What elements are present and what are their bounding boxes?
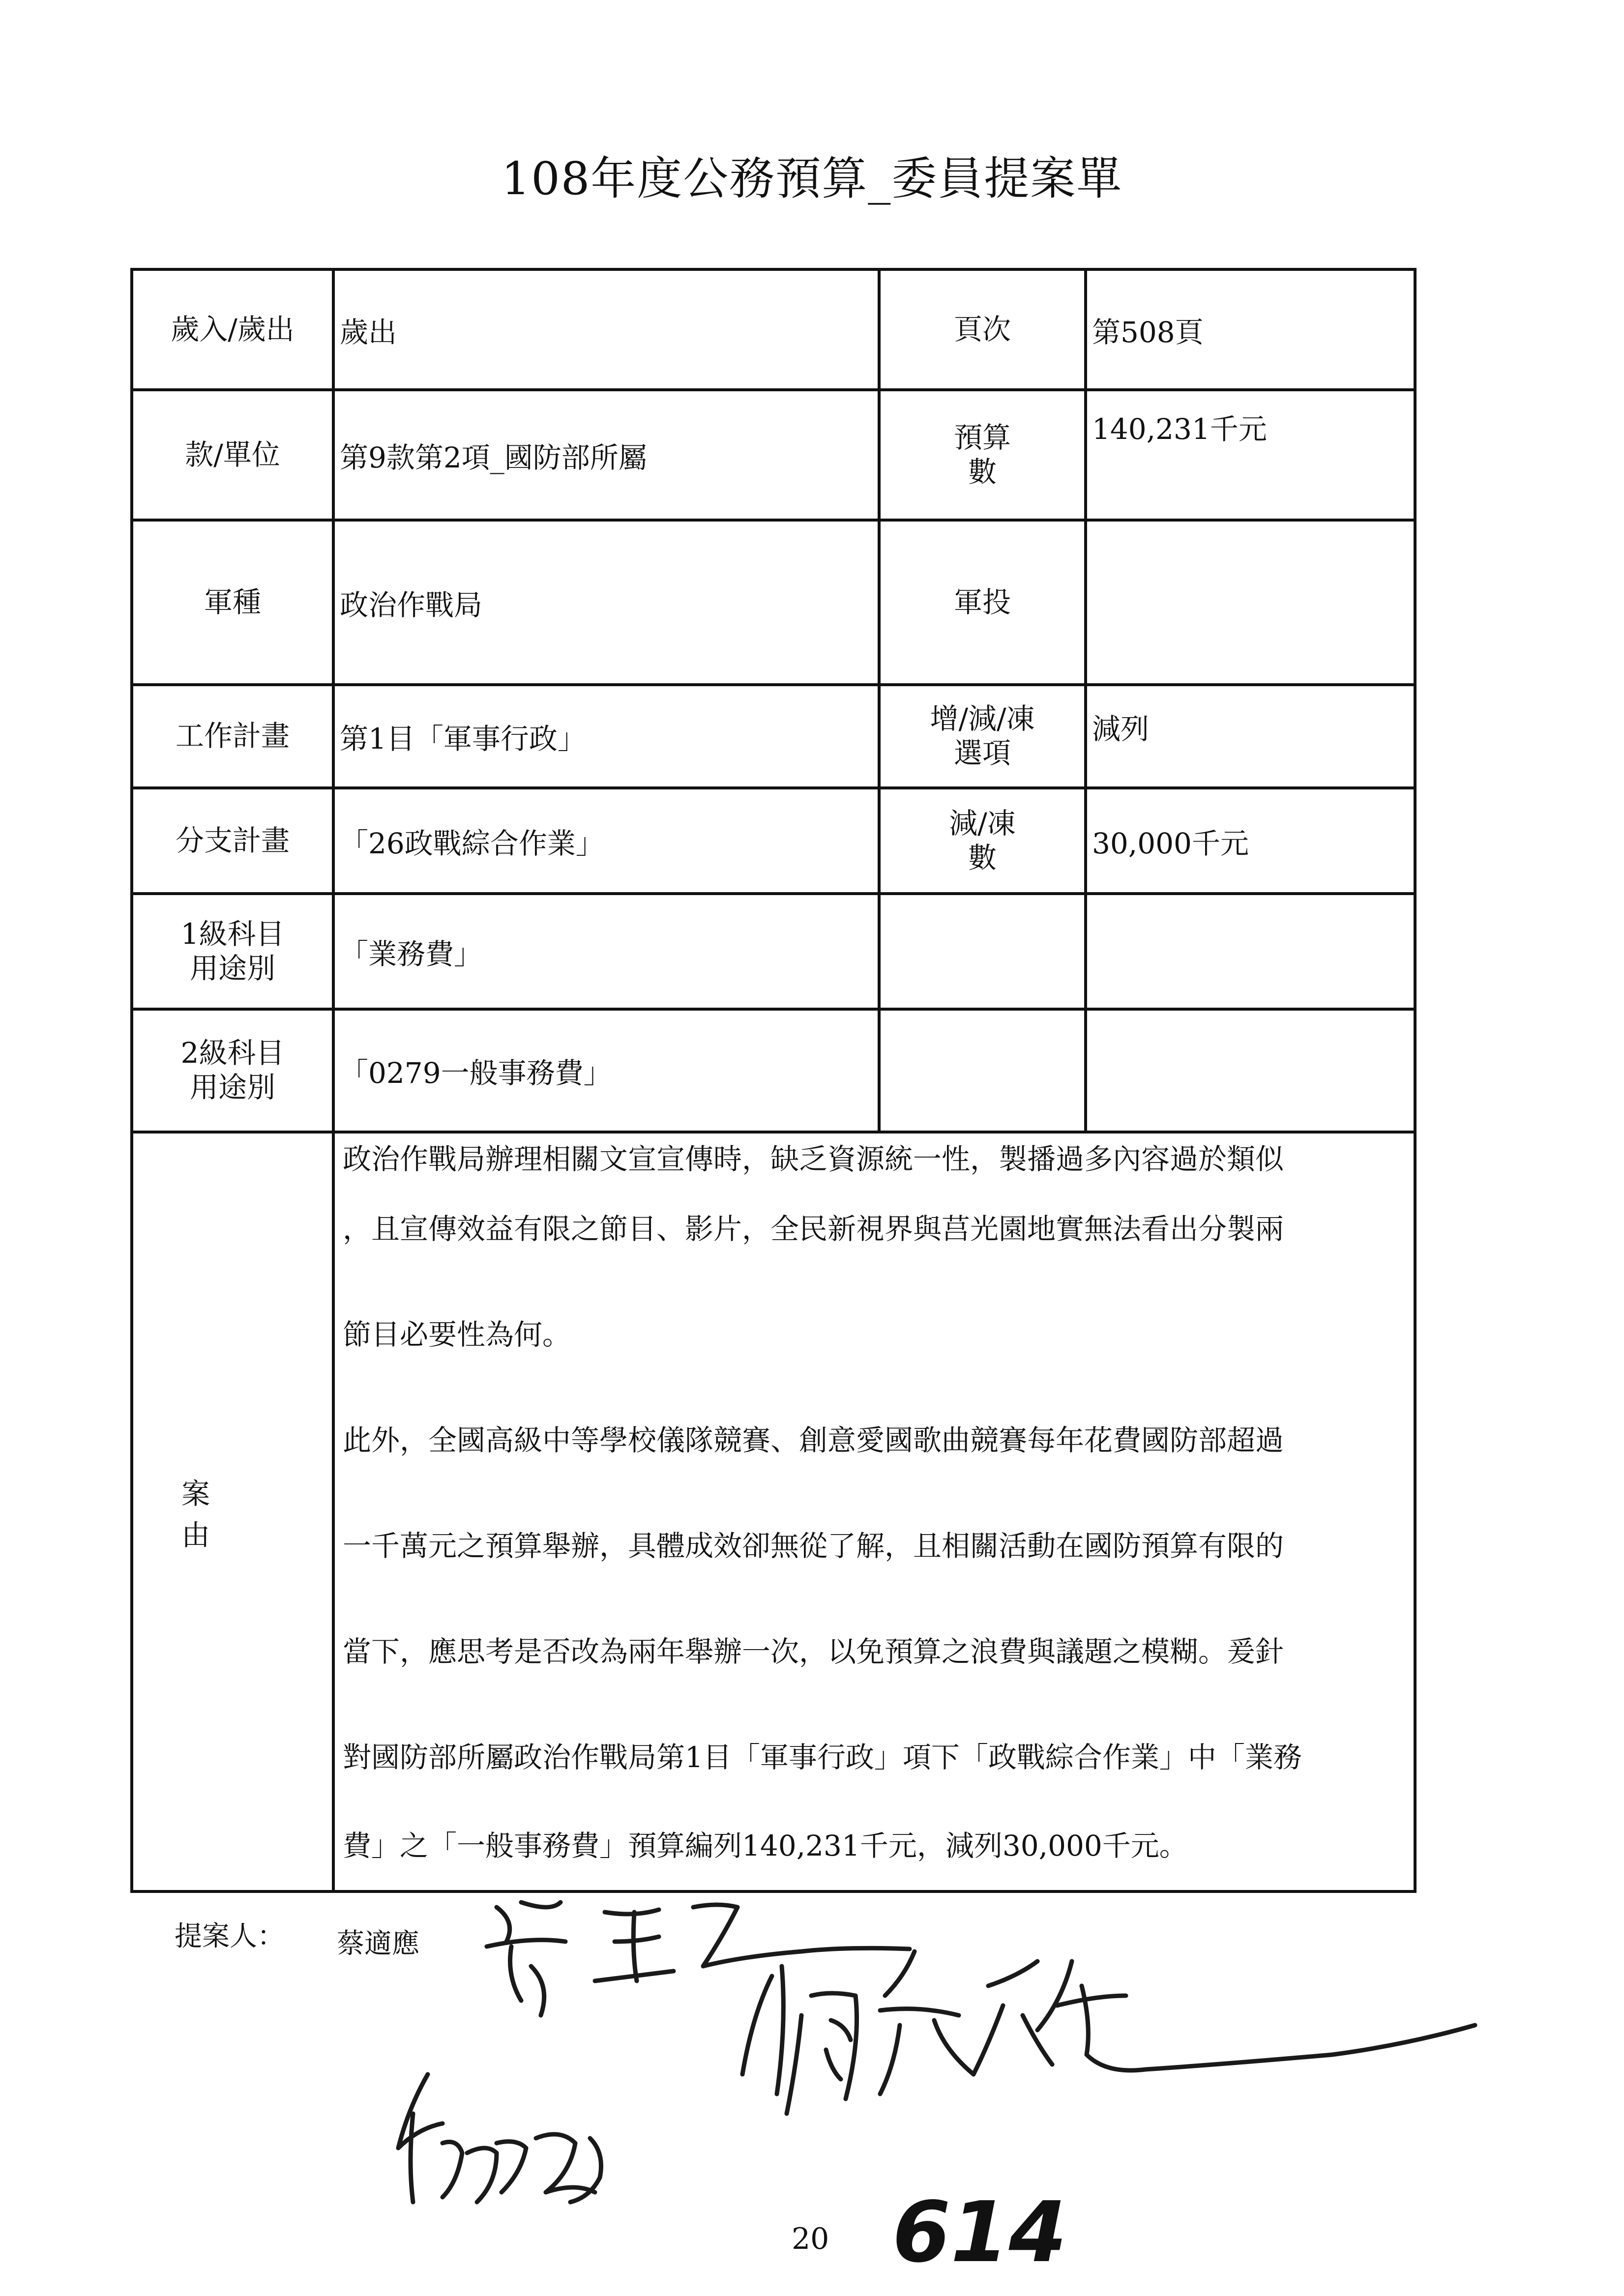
label-line: 用途別 [189, 951, 275, 985]
field-value: 政治作戰局 [333, 520, 879, 685]
reason-line: 此外，全國高級中等學校儀隊競賽、創意愛國歌曲競賽每年花費國防部超過 [343, 1424, 1284, 1457]
proposer-name: 蔡適應 [337, 1928, 419, 1960]
label-line: 選項 [953, 736, 1011, 770]
signature-2 [742, 1951, 1475, 2114]
proposer-label: 提案人： [175, 1920, 285, 1952]
field-label: 軍種 [132, 520, 333, 685]
reason-label: 案由 [132, 1132, 333, 1891]
page-number: 20 [792, 2222, 829, 2256]
label-line: 2級科目 [180, 1036, 285, 1070]
label-line: 數 [968, 455, 997, 489]
label-line: 數 [968, 841, 997, 874]
reason-line: 一千萬元之預算舉辦，具體成效卻無從了解，且相關活動在國防預算有限的 [343, 1529, 1284, 1563]
field-value: 30,000千元 [1086, 788, 1415, 894]
field-label: 歲入/歲出 [132, 269, 333, 390]
reason-line: 費」之「一般事務費」預算編列140,231千元，減列30,000千元。 [343, 1829, 1188, 1862]
reason-line: ，且宣傳效益有限之節目、影片，全民新視界與莒光園地實無法看出分製兩 [343, 1212, 1284, 1246]
signature-1 [487, 1902, 910, 2015]
field-value: 第508頁 [1086, 269, 1415, 390]
field-value: 「業務費」 [333, 894, 879, 1009]
label-line: 預算 [953, 420, 1011, 454]
field-value: 140,231千元 [1086, 390, 1415, 520]
label-line: 增/減/凍 [930, 702, 1035, 736]
label-line: 1級科目 [180, 917, 285, 951]
field-label: 軍投 [879, 520, 1086, 685]
field-value: 「0279一般事務費」 [333, 1009, 879, 1132]
reason-line: 當下，應思考是否改為兩年舉辦一次，以免預算之浪費與議題之模糊。爰針 [343, 1635, 1284, 1668]
field-label: 工作計畫 [132, 685, 333, 788]
reason-line: 節目必要性為何。 [343, 1318, 571, 1351]
field-label: 頁次 [879, 269, 1086, 390]
field-label: 款/單位 [132, 390, 333, 520]
handwritten-number: 614 [892, 2184, 1067, 2281]
field-label: 分支計畫 [132, 788, 333, 894]
field-value: 「26政戰綜合作業」 [333, 788, 879, 894]
label-line: 用途別 [189, 1071, 275, 1104]
label-line: 減/凍 [949, 806, 1016, 840]
signature-3 [398, 2074, 601, 2202]
field-value: 第1目「軍事行政」 [333, 685, 879, 788]
field-value: 歲出 [333, 269, 879, 390]
reason-line: 對國防部所屬政治作戰局第1目「軍事行政」項下「政戰綜合作業」中「業務 [343, 1741, 1302, 1774]
form-title: 108年度公務預算_委員提案單 [501, 152, 1123, 205]
field-value: 第9款第2項_國防部所屬 [333, 390, 879, 520]
reason-line: 政治作戰局辦理相關文宣宣傳時，缺乏資源統一性，製播過多內容過於類似 [343, 1142, 1284, 1176]
field-value: 減列 [1086, 685, 1415, 788]
